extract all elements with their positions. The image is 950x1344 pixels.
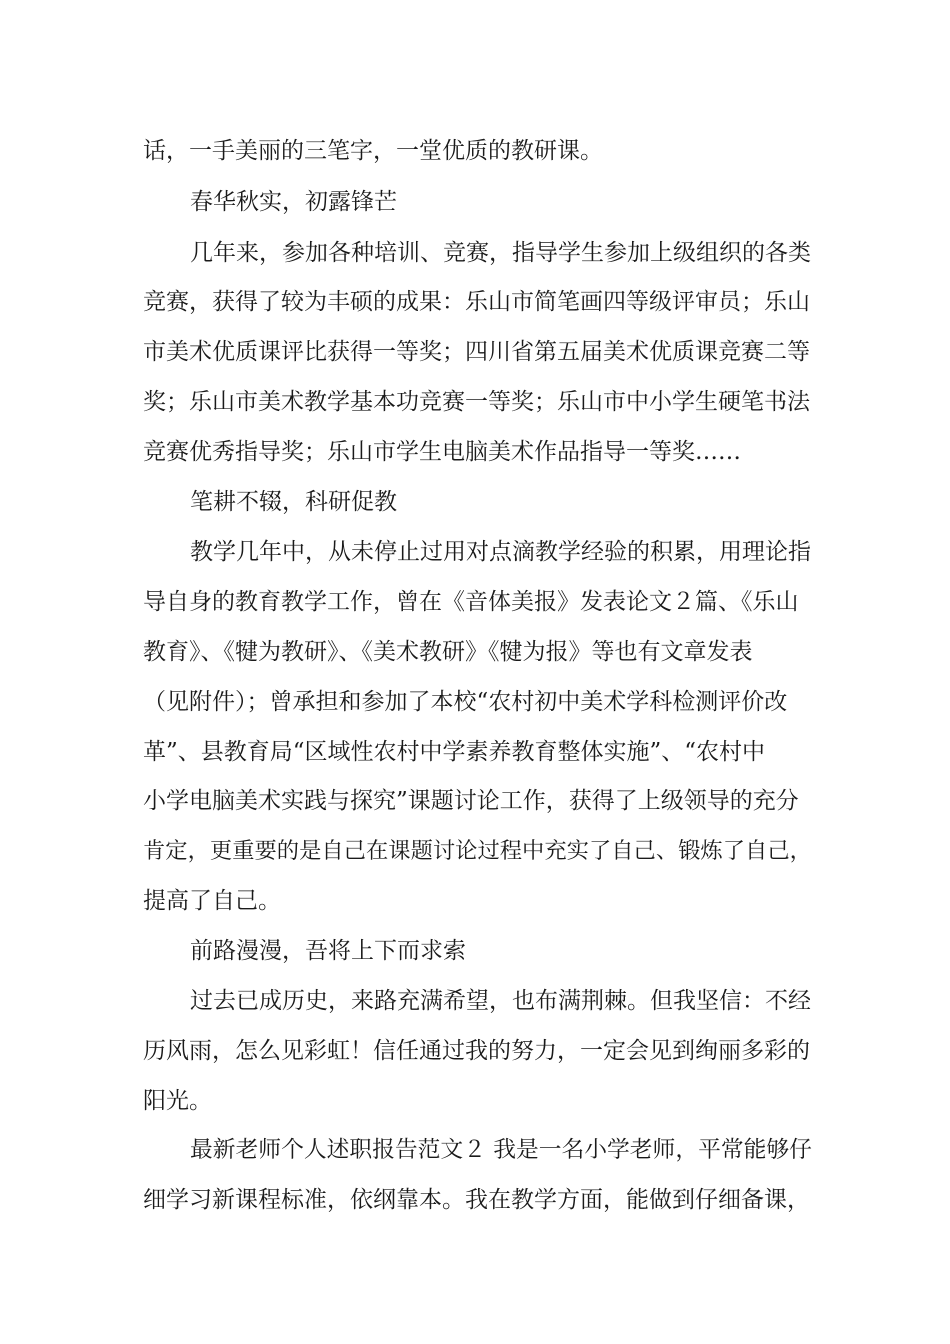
text-line: 话，一手美丽的三笔字，一堂优质的教研课。: [143, 138, 603, 164]
text-line: 导自身的教育教学工作，曾在《音体美报》发表论文２篇、《乐山: [143, 589, 799, 615]
text-line: 阳光。: [143, 1088, 212, 1114]
section-heading: 笔耕不辍，科研促教: [190, 489, 397, 515]
text-line: 提高了自己。: [143, 888, 281, 914]
section-heading: 春华秋实，初露锋芒: [190, 189, 397, 215]
text-line: 过去已成历史，来路充满希望，也布满荆棘。但我坚信：不经: [190, 988, 811, 1014]
text-line: 竞赛优秀指导奖；乐山市学生电脑美术作品指导一等奖……: [143, 439, 741, 465]
text-line: 竞赛，获得了较为丰硕的成果：乐山市简笔画四等级评审员；乐山: [143, 289, 810, 315]
text-line: 小学电脑美术实践与探究”课题讨论工作，获得了上级领导的充分: [143, 788, 799, 814]
text-line: 教育》、《犍为教研》、《美术教研》《犍为报》等也有文章发表: [143, 639, 753, 665]
text-line: 几年来，参加各种培训、竞赛，指导学生参加上级组织的各类: [190, 240, 811, 266]
text-line: 教学几年中，从未停止过用对点滴教学经验的积累，用理论指: [190, 539, 811, 565]
text-line: 细学习新课程标准，依纲靠本。我在教学方面，能做到仔细备课，: [143, 1187, 810, 1213]
text-line: 革”、县教育局“区域性农村中学素养教育整体实施”、“农村中: [143, 739, 766, 765]
text-line: 肯定，更重要的是自己在课题讨论过程中充实了自己、锻炼了自己，: [143, 838, 812, 864]
text-line: 市美术优质课评比获得一等奖；四川省第五届美术优质课竞赛二等: [143, 339, 810, 365]
text-line: （见附件）；曾承担和参加了本校“农村初中美术学科检测评价改: [143, 689, 788, 715]
text-line: 最新老师个人述职报告范文２ 我是一名小学老师，平常能够仔: [190, 1137, 812, 1163]
section-heading: 前路漫漫，吾将上下而求索: [190, 938, 466, 964]
text-line: 奖；乐山市美术教学基本功竞赛一等奖；乐山市中小学生硬笔书法: [143, 389, 810, 415]
text-line: 历风雨，怎么见彩虹！信任通过我的努力，一定会见到绚丽多彩的: [143, 1038, 810, 1064]
